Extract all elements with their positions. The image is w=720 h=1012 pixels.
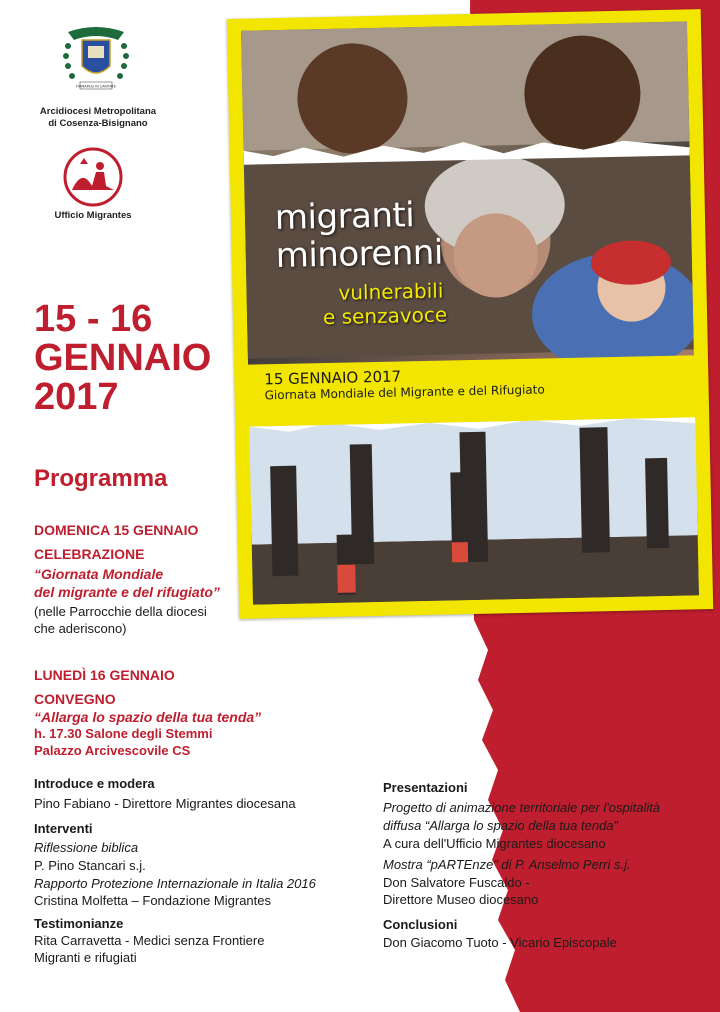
programma-heading: Programma [34,465,168,492]
day2-event: CONVEGNO [34,691,116,707]
archdiocese-crest-logo [58,22,134,96]
migranti-text: Migranti e rifugiati [34,950,137,965]
intro-text: Pino Fabiano - Direttore Migrantes diocesana [34,796,296,811]
event-dates [34,300,211,417]
crest-motto-text: FIRMAMUS IN CARITATE [76,84,116,89]
shore-photo-illustration [249,417,699,604]
dates-line3: 2017 [34,376,119,418]
progetto-line1: Progetto di animazione territoriale per l'ospitalità [383,800,661,815]
poster-image [227,9,713,619]
day1-note-line2: che aderiscono) [34,621,127,636]
day1-event: CELEBRAZIONE [34,546,145,562]
carravetta-text: Rita Carravetta - Medici senza Frontiere [34,933,265,948]
day1-title-line1: “Giornata Mondiale [34,566,164,582]
poster-photo-shore [249,417,699,604]
archdiocese-name [18,106,178,130]
office-name: Ufficio Migrantes [54,210,132,221]
rapporto-text: Rapporto Protezione Internazionale in Italia 2016 [34,876,316,891]
cura-text: A cura dell'Ufficio Migrantes diocesano [383,836,606,851]
poster-event-name: Giornata Mondiale del Migrante e del Rifugiato [264,382,545,403]
fuscaldo-text: Don Salvatore Fuscaldo - [383,875,530,890]
poster-photo-children [241,21,695,402]
dates-line2: GENNAIO [34,337,212,379]
day2-title: “Allarga lo spazio della tua tenda” [34,709,262,725]
poster-title-line1: migranti [274,195,415,239]
stancari-text: P. Pino Stancari s.j. [34,858,146,873]
dates-line1: 15 - 16 [34,298,153,340]
day1-label: DOMENICA 15 GENNAIO [34,522,199,538]
day2-time: h. 17.30 Salone degli Stemmi [34,726,213,741]
migrantes-logo [60,146,126,208]
tuoto-text: Don Giacomo Tuoto - Vicario Episcopale [383,935,617,950]
interventi-heading: Interventi [34,821,93,836]
molfetta-text: Cristina Molfetta – Fondazione Migrantes [34,893,272,908]
testimonianze-heading: Testimonianze [34,916,124,931]
presentazioni-heading: Presentazioni [383,780,468,795]
museo-text: Direttore Museo diocesano [383,892,539,907]
archdiocese-line1: Arcidiocesi Metropolitana [39,106,157,117]
poster-subtitle-line1: vulnerabili [338,278,444,305]
day2-label: LUNEDÌ 16 GENNAIO [34,667,175,683]
riflessione-text: Riflessione biblica [34,840,139,855]
poster-subtitle-line2: e senzavoce [322,302,448,330]
intro-heading: Introduce e modera [34,776,155,791]
conclusioni-heading: Conclusioni [383,917,458,932]
poster-date: 15 GENNAIO 2017 [264,367,402,389]
progetto-line2: diffusa “Allarga lo spazio della tua tenda” [383,818,618,833]
day1-note-line1: (nelle Parrocchie della diocesi [34,604,207,619]
poster-title-line2: minorenni [275,232,444,277]
archdiocese-line2: di Cosenza-Bisignano [48,118,148,129]
day1-title-line2: del migrante e del rifugiato” [34,584,220,600]
mostra-text: Mostra “pARTEnze” di P. Anselmo Perri s.j. [383,857,631,872]
day2-place: Palazzo Arcivescovile CS [34,743,191,758]
